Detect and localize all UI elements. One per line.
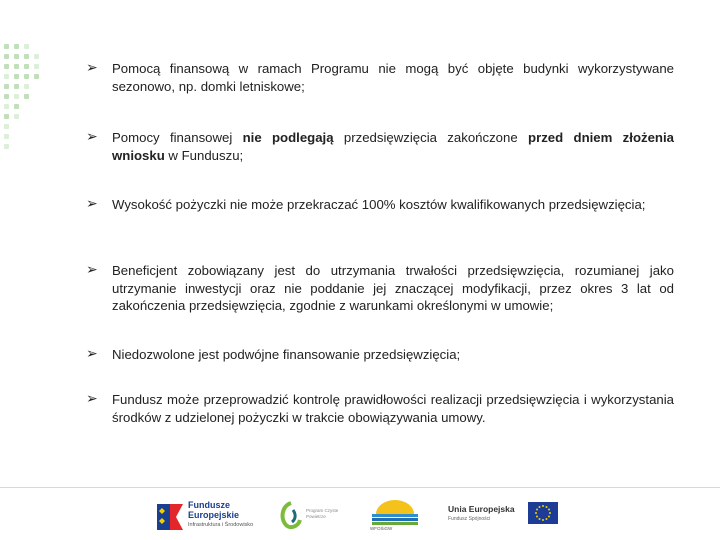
fe-title-line1: Fundusze <box>188 500 230 510</box>
fe-title-line2: Europejskie <box>188 510 240 520</box>
bullet-text: Niedozwolone jest podwójne finansowanie przedsięwzięcia; <box>112 347 461 362</box>
bullet-text: Wysokość pożyczki nie może przekraczać 100% kosztów kwalifikowanych przedsięwzięcia; <box>112 197 646 212</box>
bullet-text: przedsięwzięcia zakończone <box>333 130 529 145</box>
bullet-text-bold: przed dniem złożenia wniosku <box>112 130 674 163</box>
bullet-arrow-icon: ➢ <box>86 129 98 145</box>
bullet-text-bold: nie podlegają <box>242 130 334 145</box>
bullet-arrow-icon: ➢ <box>86 196 98 212</box>
bullet-text: w Funduszu; <box>164 147 244 163</box>
sun-waves-icon <box>368 498 422 526</box>
bullet-arrow-icon: ➢ <box>86 346 98 362</box>
ue-subtitle: Fundusz Spójności <box>448 516 491 522</box>
bullet-item <box>86 391 674 426</box>
bullet-arrow-icon: ➢ <box>86 391 98 407</box>
footer-divider <box>0 487 720 488</box>
ue-title: Unia Europejska <box>448 504 515 514</box>
fundusze-europejskie-mark-icon <box>156 498 184 532</box>
eu-flag-icon <box>528 502 558 524</box>
wfos-logo-text: WFOŚiGW <box>370 526 393 531</box>
leaf-swirl-icon <box>278 500 304 532</box>
program-logo-text: Program Czyste Powietrze <box>306 508 339 519</box>
bullet-item <box>86 346 460 364</box>
wfos-logo <box>368 498 422 534</box>
bullet-item <box>86 262 674 315</box>
unia-europejska-logo <box>448 502 560 532</box>
bullet-item <box>86 129 674 164</box>
footer-logos <box>0 492 720 540</box>
decorative-dot-pattern <box>0 44 52 154</box>
bullet-text: Fundusz może przeprowadzić kontrolę prawidłowości realizacji przedsięwzięcia i wykorzystania środków z udzielonej pożyczki w trakcie obowiązywania umowy. <box>112 392 674 425</box>
fe-subtitle: Infrastruktura i Środowisko <box>188 522 254 528</box>
fundusze-europejskie-logo <box>156 498 268 532</box>
bullet-text: Pomocą finansową w ramach Programu nie mogą być objęte budynki wykorzystywane sezonowo, np. domki letniskowe; <box>112 61 674 94</box>
bullet-arrow-icon: ➢ <box>86 60 98 76</box>
bullet-text: Beneficjent zobowiązany jest do utrzymania trwałości przedsięwzięcia, rozumianej jako utrzymanie inwestycji oraz nie poddanie jej znaczącej modyfikacji, przez okres 3 lat od zakończenia przedsięwzięcia, zgodnie z warunkami określonymi w umowie; <box>112 263 674 313</box>
bullet-item <box>86 196 645 214</box>
program-logo <box>278 500 338 532</box>
bullet-text: Pomocy finansowej <box>112 130 243 145</box>
bullet-item <box>86 60 674 95</box>
bullet-arrow-icon: ➢ <box>86 262 98 278</box>
